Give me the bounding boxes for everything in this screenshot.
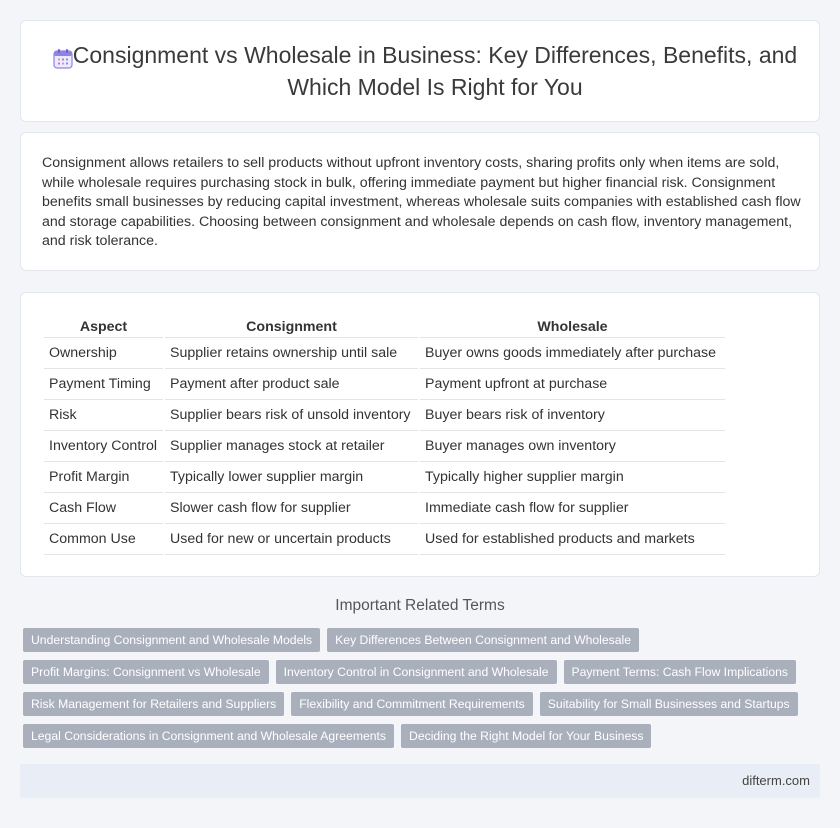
cell-wholesale: Buyer bears risk of inventory — [420, 400, 725, 431]
comparison-card — [20, 292, 820, 577]
cell-wholesale: Immediate cash flow for supplier — [420, 493, 725, 524]
table-row — [44, 493, 725, 524]
cell-consignment: Supplier bears risk of unsold inventory — [165, 400, 418, 431]
column-header-aspect: Aspect — [44, 316, 163, 338]
header-card — [20, 20, 820, 122]
cell-wholesale: Payment upfront at purchase — [420, 369, 725, 400]
table-row — [44, 400, 725, 431]
related-term-tag[interactable]: Understanding Consignment and Wholesale Models — [23, 628, 320, 652]
related-term-tag[interactable]: Risk Management for Retailers and Suppliers — [23, 692, 284, 716]
related-term-tag[interactable]: Suitability for Small Businesses and Startups — [540, 692, 798, 716]
related-terms-list — [23, 628, 813, 748]
cell-wholesale: Buyer manages own inventory — [420, 431, 725, 462]
related-term-tag[interactable]: Payment Terms: Cash Flow Implications — [564, 660, 797, 684]
related-term-tag[interactable]: Legal Considerations in Consignment and Wholesale Agreements — [23, 724, 394, 748]
footer-site-link[interactable]: difterm.com — [742, 773, 810, 788]
footer-bar — [20, 764, 820, 798]
cell-consignment: Used for new or uncertain products — [165, 524, 418, 555]
cell-consignment: Slower cash flow for supplier — [165, 493, 418, 524]
cell-aspect: Inventory Control — [44, 431, 163, 462]
intro-paragraph: Consignment allows retailers to sell products without upfront inventory costs, sharing profits only when items are sold, while wholesale requires purchasing stock in bulk, offering immediate payment but higher financial risk. Consignment benefits small businesses by reducing capital investment, whereas wholesale suits companies with established cash flow and storage capabilities. Choosing between consignment and wholesale depends on cash flow, inventory management, and risk tolerance. — [42, 155, 801, 249]
cell-aspect: Profit Margin — [44, 462, 163, 493]
cell-wholesale: Used for established products and markets — [420, 524, 725, 555]
comparison-table — [42, 316, 727, 555]
column-header-wholesale: Wholesale — [420, 316, 725, 338]
related-terms-heading: Important Related Terms — [335, 597, 505, 614]
cell-aspect: Risk — [44, 400, 163, 431]
page-title: Consignment vs Wholesale in Business: Key Differences, Benefits, and Which Model Is Right for You — [72, 42, 798, 100]
column-header-consignment: Consignment — [165, 316, 418, 338]
table-row — [44, 369, 725, 400]
cell-wholesale: Buyer owns goods immediately after purchase — [420, 338, 725, 369]
table-row — [44, 431, 725, 462]
cell-consignment: Supplier retains ownership until sale — [165, 338, 418, 369]
table-header-row — [44, 316, 725, 338]
cell-aspect: Payment Timing — [44, 369, 163, 400]
related-term-tag[interactable]: Key Differences Between Consignment and Wholesale — [327, 628, 639, 652]
table-row — [44, 524, 725, 555]
related-term-tag[interactable]: Flexibility and Commitment Requirements — [291, 692, 533, 716]
cell-consignment: Payment after product sale — [165, 369, 418, 400]
cell-aspect: Ownership — [44, 338, 163, 369]
table-row — [44, 338, 725, 369]
cell-consignment: Supplier manages stock at retailer — [165, 431, 418, 462]
cell-wholesale: Typically higher supplier margin — [420, 462, 725, 493]
intro-card — [20, 132, 820, 271]
related-term-tag[interactable]: Profit Margins: Consignment vs Wholesale — [23, 660, 269, 684]
cell-aspect: Common Use — [44, 524, 163, 555]
cell-aspect: Cash Flow — [44, 493, 163, 524]
table-row — [44, 462, 725, 493]
cell-consignment: Typically lower supplier margin — [165, 462, 418, 493]
related-term-tag[interactable]: Deciding the Right Model for Your Business — [401, 724, 651, 748]
related-term-tag[interactable]: Inventory Control in Consignment and Wholesale — [276, 660, 557, 684]
